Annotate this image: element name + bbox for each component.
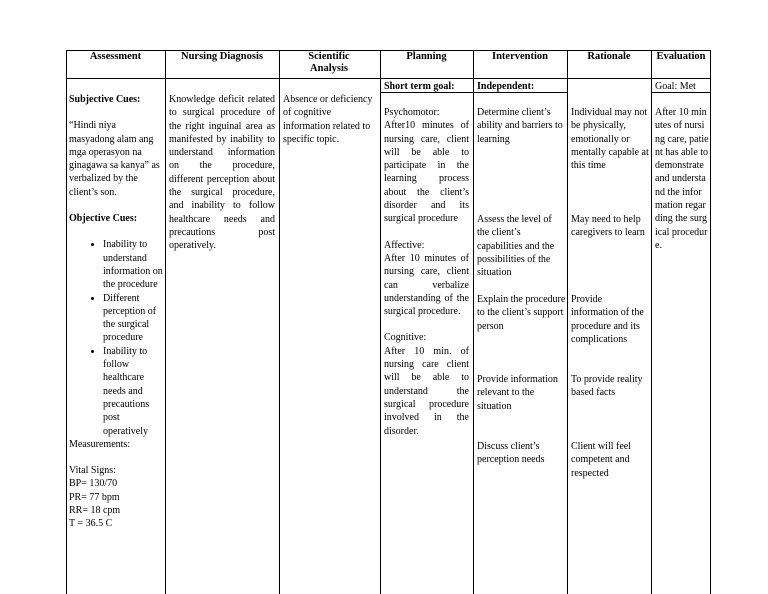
list-item: • Inability to understand information on the procedure <box>103 238 163 291</box>
rationale-item: Provide information of the procedure and its complications <box>571 294 644 345</box>
assessment-cell <box>69 93 163 531</box>
vital-temp: T = 36.5 C <box>69 518 113 530</box>
column-divider <box>279 50 280 594</box>
header-scientific-analysis: Scientific Analysis <box>308 51 350 74</box>
affective-label: Affective: <box>384 239 425 251</box>
objective-cues-label: Objective Cues: <box>69 213 138 225</box>
rationale-item: May need to help caregivers to learn <box>571 214 645 239</box>
intervention-item: Assess the level of the client’s capabilities and the possibilities of the situation <box>477 214 555 279</box>
planning-heading: Short term goal: <box>384 81 455 92</box>
column-divider <box>473 50 474 594</box>
vital-rr: RR= 18 cpm <box>69 505 121 517</box>
intervention-item: Explain the procedure to the client’s support person <box>477 294 566 332</box>
psychomotor-label: Psychomotor: <box>384 107 440 118</box>
cognitive-goal: After 10 min. of nursing care client will be able to understand the surgical procedure involved in the disorder. <box>384 345 469 437</box>
vital-pr: PR= 77 bpm <box>69 491 120 503</box>
header-row-divider <box>66 78 711 79</box>
evaluation-text: After 10 minutes of nursing care, patient has able to demonstrate and understand the information regarding the surgical procedure. <box>655 107 709 251</box>
rationale-item: Client will feel competent and respected <box>571 441 631 479</box>
header-planning: Planning <box>406 51 447 62</box>
header-assessment: Assessment <box>89 51 142 62</box>
column-divider <box>165 50 166 594</box>
subjective-cues-text: “Hindi niya masyadong alam ang mga operasyon na ginagawa sa kanya” as verbalized by the client’s son. <box>69 120 160 198</box>
column-divider <box>567 50 568 594</box>
cognitive-label: Cognitive: <box>384 332 427 344</box>
list-item: • Inability to follow healthcare needs and precautions post operatively <box>103 345 163 438</box>
nursing-diagnosis-cell: Knowledge deficit related to surgical procedure of the right inguinal area as manifested by inability to understand information on the procedure, different perception about the surgical procedure, and inability to follow healthcare needs and precautions post operatively. <box>169 94 275 252</box>
evaluation-goal: Goal: Met <box>655 81 696 92</box>
intervention-item: Provide information relevant to the situation <box>477 374 558 412</box>
column-divider <box>380 50 381 594</box>
header-nursing-diagnosis: Nursing Diagnosis <box>181 51 263 62</box>
list-item: • Different perception of the surgical procedure <box>103 292 163 345</box>
subjective-cues-label: Subjective Cues: <box>69 94 141 105</box>
column-divider <box>651 50 652 594</box>
measurements-label: Measurements: <box>69 438 131 450</box>
header-rationale: Rationale <box>587 51 631 62</box>
affective-goal: After 10 minutes of nursing care, client can verbalize understanding of the surgical procedure. <box>384 252 469 318</box>
scientific-analysis-cell: Absence or deficiency of cognitive information related to specific topic. <box>283 94 373 145</box>
objective-cues-list <box>69 238 163 437</box>
planning-cell <box>384 106 469 438</box>
intervention-heading: Independent: <box>477 81 535 92</box>
psychomotor-goal: After10 minutes of nursing care, client will be able to participate in the learning process about the client’s disorder and its surgical procedure <box>384 120 469 225</box>
intervention-item: Determine client’s ability and barriers to learning <box>477 107 563 145</box>
rationale-item: To provide reality based facts <box>571 374 643 399</box>
rationale-item: Individual may not be physically, emotionally or mentally capable at this time <box>571 107 649 172</box>
header-evaluation: Evaluation <box>656 51 706 62</box>
intervention-item: Discuss client’s perception needs <box>477 441 545 466</box>
header-intervention: Intervention <box>492 51 548 62</box>
vital-bp: BP= 130/70 <box>69 478 118 490</box>
vital-signs-label: Vital Signs: <box>69 465 116 477</box>
